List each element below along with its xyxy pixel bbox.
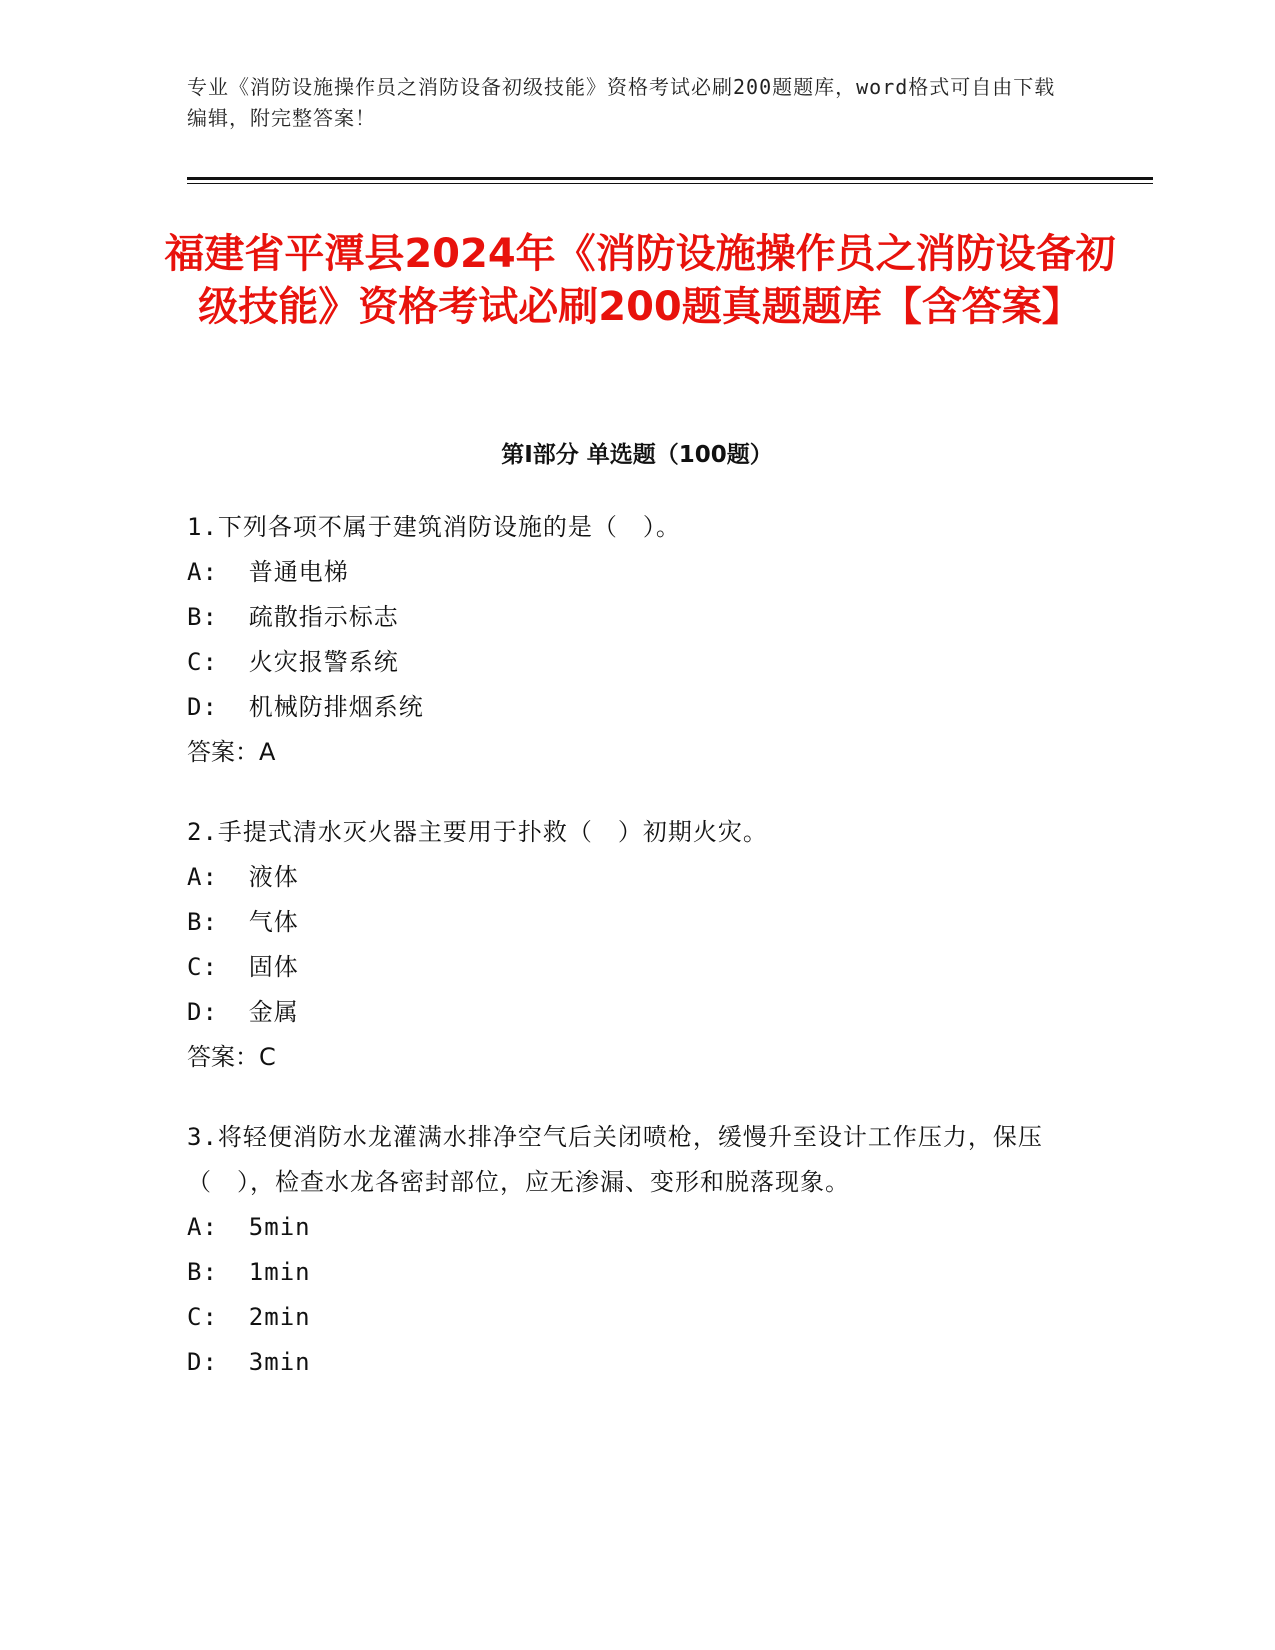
option-b: B: 疏散指示标志 — [187, 603, 399, 631]
option-a: A: 普通电梯 — [187, 558, 349, 586]
question-3 — [187, 1115, 1067, 1385]
option-c: C: 2min — [187, 1303, 311, 1331]
option-d: D: 金属 — [187, 998, 299, 1026]
header-note: 专业《消防设施操作员之消防设备初级技能》资格考试必刷200题题库，word格式可自由下载编辑，附完整答案！ — [187, 75, 1056, 130]
option-c: C: 火灾报警系统 — [187, 648, 399, 676]
option-d: D: 3min — [187, 1348, 311, 1376]
question-1 — [187, 505, 1067, 775]
option-a: A: 5min — [187, 1213, 311, 1241]
header-divider-thick — [187, 177, 1153, 180]
document-title: 福建省平潭县2024年《消防设施操作员之消防设备初级技能》资格考试必刷200题真题题库【含答案】 — [164, 231, 1116, 330]
option-b: B: 气体 — [187, 908, 299, 936]
section-heading: 第I部分 单选题（100题） — [501, 442, 773, 468]
question-2 — [187, 810, 1067, 1080]
option-d: D: 机械防排烟系统 — [187, 693, 424, 721]
answer-line: 答案：C — [187, 1043, 276, 1071]
answer-line: 答案：A — [187, 738, 276, 766]
header-divider-thin — [187, 183, 1153, 184]
question-stem: 1.下列各项不属于建筑消防设施的是（ ）。 — [187, 513, 681, 541]
option-c: C: 固体 — [187, 953, 299, 981]
option-a: A: 液体 — [187, 863, 299, 891]
question-stem: 3.将轻便消防水龙灌满水排净空气后关闭喷枪，缓慢升至设计工作压力，保压（ ），检查水龙各密封部位，应无渗漏、变形和脱落现象。 — [187, 1123, 1043, 1196]
question-stem: 2.手提式清水灭火器主要用于扑救（ ）初期火灾。 — [187, 818, 768, 846]
option-b: B: 1min — [187, 1258, 311, 1286]
